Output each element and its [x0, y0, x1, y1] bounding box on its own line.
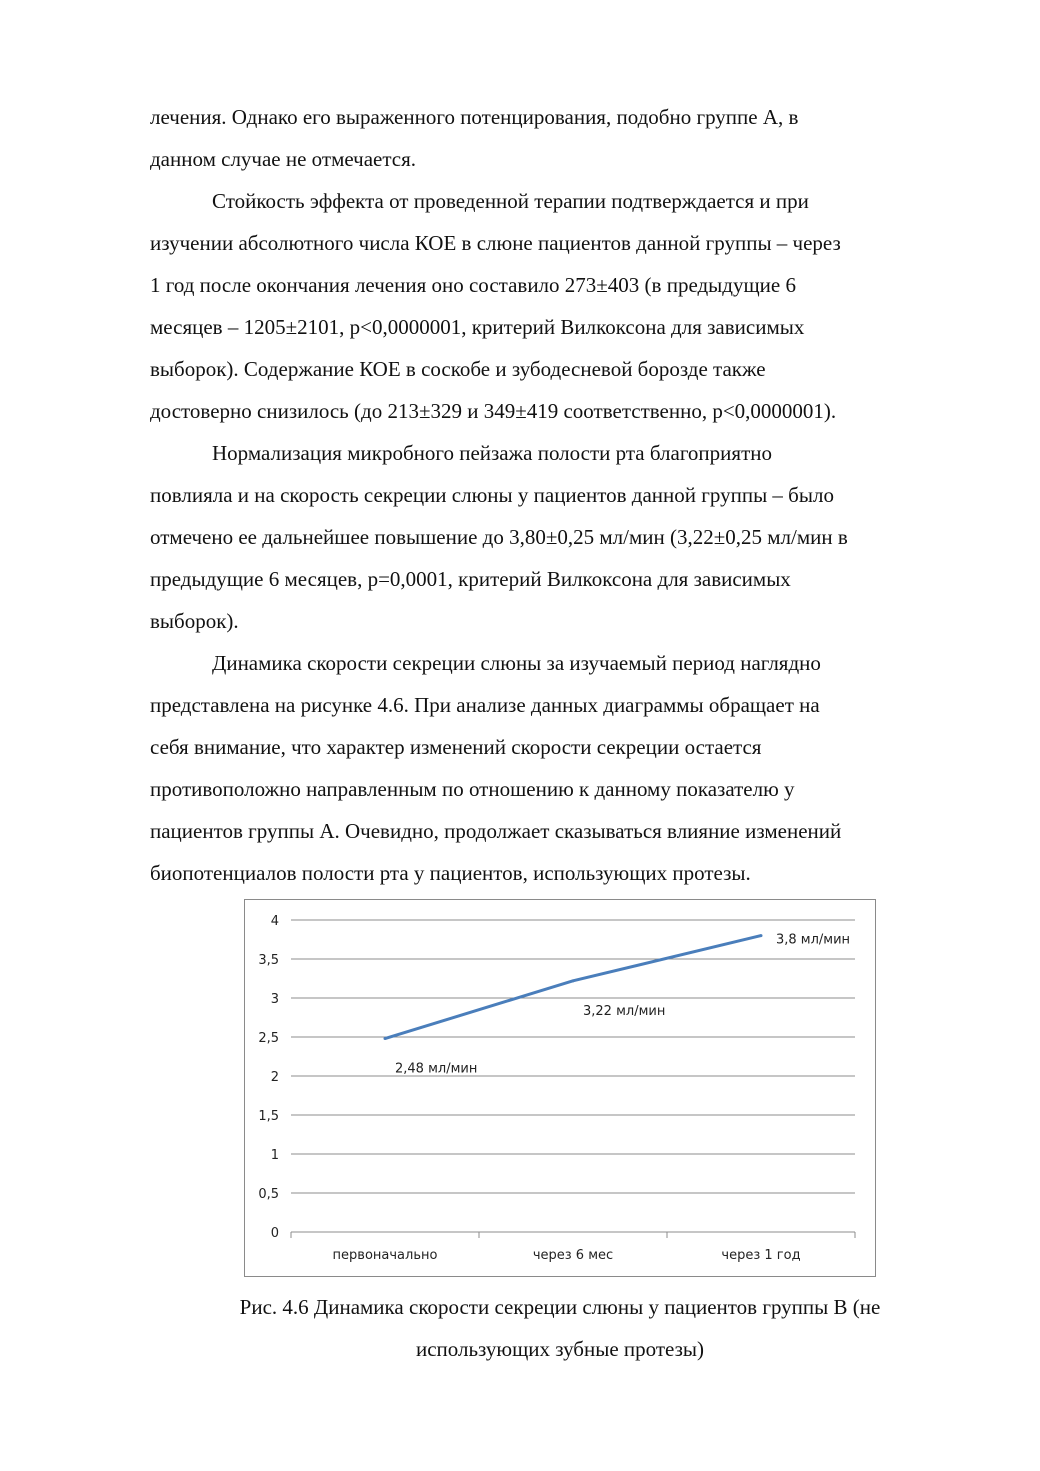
- y-tick-label: 2,5: [258, 1031, 279, 1046]
- text-line: лечения. Однако его выраженного потенцирования, подобно группе А, в: [150, 105, 799, 129]
- text-line: данном случае не отмечается.: [150, 147, 417, 171]
- y-tick-label: 3: [270, 992, 279, 1007]
- y-tick-label: 1,5: [258, 1109, 279, 1124]
- text-line: месяцев – 1205±2101, p<0,0000001, критерий Вилкоксона для зависимых: [150, 315, 805, 339]
- text-line: 1 год после окончания лечения оно составило 273±403 (в предыдущие 6: [150, 273, 796, 297]
- text-line: Нормализация микробного пейзажа полости рта благоприятно: [212, 441, 772, 465]
- figure-caption: [150, 1286, 970, 1370]
- text-line: изучении абсолютного числа КОЕ в слюне пациентов данной группы – через: [150, 231, 841, 255]
- body-text: [150, 96, 970, 894]
- y-tick-label: 1: [270, 1148, 279, 1163]
- text-line: выборок). Содержание КОЕ в соскобе и зубодесневой борозде также: [150, 357, 766, 381]
- chart: [244, 899, 876, 1277]
- text-line: Стойкость эффекта от проведенной терапии подтверждается и при: [212, 189, 809, 213]
- y-tick-label: 4: [270, 914, 279, 929]
- text-line: отмечено ее дальнейшее повышение до 3,80±0,25 мл/мин (3,22±0,25 мл/мин в: [150, 525, 848, 549]
- x-tick-label: первоначально: [332, 1248, 438, 1263]
- text-line: представлена на рисунке 4.6. При анализе данных диаграммы обращает на: [150, 693, 820, 717]
- text-line: достоверно снизилось (до 213±329 и 349±419 соответственно, p<0,0000001).: [150, 399, 837, 423]
- text-line: пациентов группы А. Очевидно, продолжает сказываться влияние изменений: [150, 819, 842, 843]
- series-line: [385, 936, 761, 1039]
- caption-line: использующих зубные протезы): [415, 1337, 705, 1361]
- data-point: [384, 1037, 387, 1040]
- data-label: 3,8 мл/мин: [776, 932, 851, 948]
- data-point: [760, 934, 763, 937]
- caption-line: Рис. 4.6 Динамика скорости секреции слюны у пациентов группы В (не: [239, 1295, 881, 1319]
- x-tick-label: через 1 год: [721, 1248, 801, 1263]
- y-tick-label: 3,5: [258, 953, 279, 968]
- x-tick-label: через 6 мес: [532, 1248, 614, 1263]
- text-line: противоположно направленным по отношению к данному показателю у: [150, 777, 795, 801]
- y-tick-label: 2: [270, 1070, 279, 1085]
- line-chart-svg: [245, 900, 875, 1276]
- data-label: 3,22 мл/мин: [583, 1003, 666, 1019]
- data-label: 2,48 мл/мин: [395, 1061, 478, 1077]
- data-point: [572, 979, 575, 982]
- text-line: биопотенциалов полости рта у пациентов, использующих протезы.: [150, 861, 751, 885]
- text-line: себя внимание, что характер изменений скорости секреции остается: [150, 735, 762, 759]
- y-tick-label: 0: [270, 1226, 279, 1241]
- y-tick-label: 0,5: [258, 1187, 279, 1202]
- text-line: повлияла и на скорость секреции слюны у пациентов данной группы – было: [150, 483, 834, 507]
- text-line: Динамика скорости секреции слюны за изучаемый период наглядно: [212, 651, 821, 675]
- text-line: предыдущие 6 месяцев, p=0,0001, критерий Вилкоксона для зависимых: [150, 567, 791, 591]
- text-line: выборок).: [150, 609, 239, 633]
